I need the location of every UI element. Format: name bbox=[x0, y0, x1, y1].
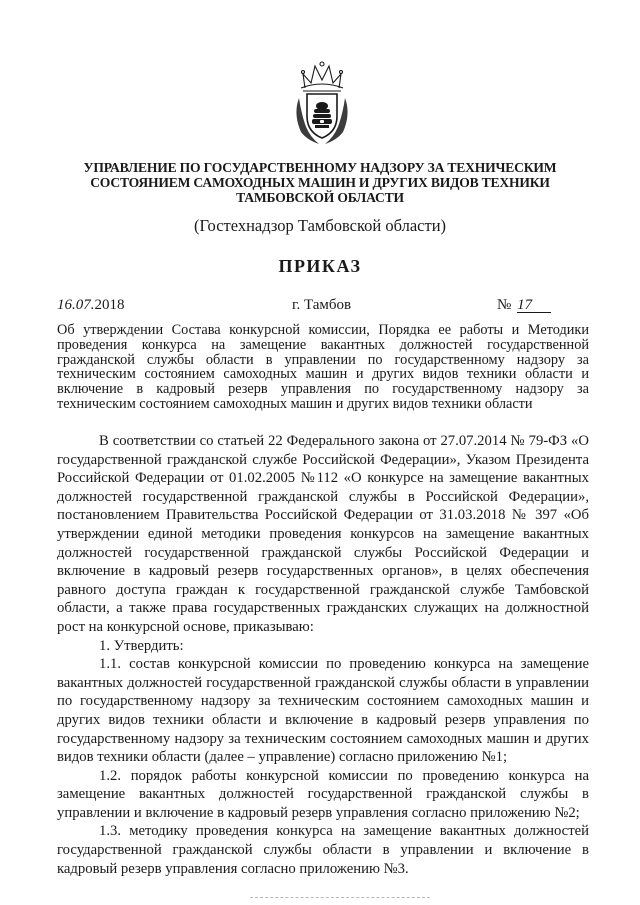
handwritten-number: 17 bbox=[517, 298, 551, 313]
clause-1-1: 1.1. состав конкурсной комиссии по проведению конкурса на замещение вакантных должностей государственной гражданской службы области в управлении по государственному надзору за техническим состоянием самоходных машин и других видов техники области и включение в кадровый резерв управления по государственному надзору за техническим состоянием самоходных машин и других видов техники области (далее – управление) согласно приложению №1; bbox=[57, 656, 589, 766]
preamble-paragraph: В соответствии со статьей 22 Федерального закона от 27.07.2014 № 79-ФЗ «О государственной гражданской службе Российской Федерации», Указом Президента Российской Федерации от 01.02.2005 №112 «О конкурсе на замещение вакантных должностей государственной гражданской службы в Российской Федерации», постановлением Правительства Российской Федерации от 31.03.2018 № 397 «Об утверждении единой методики проведения конкурсов на замещение вакантных должностей государственной гражданской службы Российской Федерации и включение в кадровый резерв государственных органов», в целях обеспечения равного доступа граждан к государственной гражданской службе Тамбовской области, а также права государственных гражданских служащих на должностной рост на конкурсной основе, приказываю: bbox=[57, 433, 589, 635]
agency-short-name: (Гостехнадзор Тамбовской области) bbox=[193, 216, 447, 235]
order-body bbox=[57, 432, 589, 878]
order-subject: Об утверждении Состава конкурсной комиссии, Порядка ее работы и Методики проведения конкурса на замещение вакантных должностей государственной гражданской службы области в управлении по государственному надзору за техническим состоянием самоходных машин и других видов техники области и включение в кадровый резерв управления по государственному надзору за техническим состоянием самоходных машин и других видов техники области bbox=[57, 322, 589, 412]
agency-name-line: СОСТОЯНИЕМ САМОХОДНЫХ МАШИН И ДРУГИХ ВИДОВ ТЕХНИКИ bbox=[90, 175, 550, 190]
agency-name bbox=[60, 160, 580, 205]
order-city: г. Тамбов bbox=[292, 297, 352, 313]
document-type: ПРИКАЗ bbox=[278, 256, 362, 276]
handwritten-date: 16.07. bbox=[57, 297, 95, 313]
clause-1-3: 1.3. методику проведения конкурса на замещение вакантных должностей государственной гражданской службы области в управлении и включение в кадровый резерв управления согласно приложению №3. bbox=[57, 823, 589, 877]
number-label: № bbox=[497, 297, 512, 313]
order-date bbox=[57, 297, 125, 314]
date-year: 2018 bbox=[94, 297, 125, 313]
coat-of-arms-icon bbox=[287, 58, 357, 148]
clause-1: 1. Утвердить: bbox=[99, 637, 184, 654]
agency-name-line: ТАМБОВСКОЙ ОБЛАСТИ bbox=[236, 190, 404, 205]
agency-name-line: УПРАВЛЕНИЕ ПО ГОСУДАРСТВЕННОМУ НАДЗОРУ ЗА ТЕХНИЧЕСКИМ bbox=[83, 160, 557, 175]
order-number bbox=[497, 297, 551, 314]
page-bottom-edge bbox=[250, 897, 430, 901]
clause-1-2: 1.2. порядок работы конкурсной комиссии по проведению конкурса на замещение вакантных должностей государственной гражданской службы в управлении и включение в кадровый резерв управления согласно приложению №2; bbox=[57, 767, 589, 821]
